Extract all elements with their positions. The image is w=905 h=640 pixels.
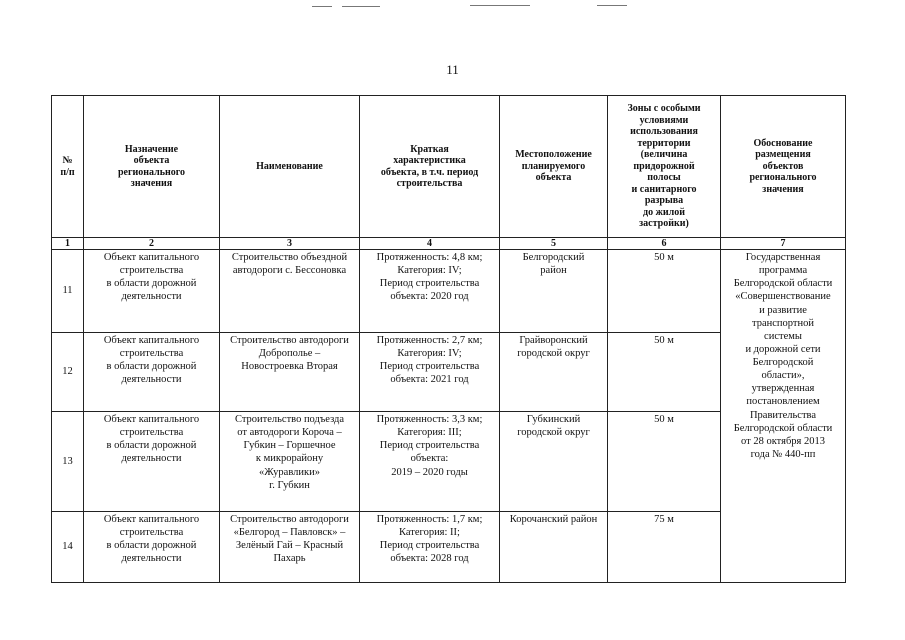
cell-line: строительства bbox=[119, 427, 184, 439]
cell-line: к микрорайону bbox=[255, 453, 324, 465]
cell-line: в области дорожной bbox=[106, 440, 197, 452]
header-name bbox=[220, 96, 360, 238]
location-cell bbox=[500, 512, 608, 583]
cell-line: территории bbox=[637, 137, 691, 149]
cell-line: деятельности bbox=[121, 453, 182, 465]
table-row bbox=[52, 250, 846, 333]
cell-line: «Журавлики» bbox=[259, 466, 320, 478]
cell-line: транспортной bbox=[752, 317, 814, 329]
header-characteristics bbox=[360, 96, 500, 238]
cell-line: Зелёный Гай – Красный bbox=[235, 540, 344, 552]
location-cell bbox=[500, 333, 608, 412]
column-number-row bbox=[52, 238, 846, 250]
cell-line: объекта: 2020 год bbox=[390, 291, 469, 303]
zone-cell: 50 м bbox=[608, 250, 721, 333]
cell-line: Зоны с особыми bbox=[627, 103, 701, 115]
cell-line: автодороги с. Бессоновка bbox=[232, 265, 347, 277]
cell-line: Белгородской bbox=[752, 357, 814, 368]
cell-line: застройки) bbox=[639, 218, 689, 230]
scan-artifact bbox=[342, 6, 380, 7]
cell-line: придорожной bbox=[633, 160, 695, 172]
cell-line: объектов bbox=[762, 160, 804, 172]
cell-line: (величина bbox=[640, 149, 688, 161]
cell-line: Новостроевка Вторая bbox=[241, 361, 338, 373]
cell-line: характеристика bbox=[393, 155, 466, 166]
cell-line: Пахарь bbox=[273, 553, 306, 565]
cell-line: № bbox=[62, 155, 73, 166]
cell-line: планируемого bbox=[521, 160, 586, 172]
row-number: 12 bbox=[52, 333, 84, 412]
table-body bbox=[52, 250, 846, 583]
cell-line: полосы bbox=[647, 172, 681, 184]
cell-line: Категория: IV; bbox=[397, 265, 462, 277]
cell-line: Белгородский bbox=[522, 252, 585, 263]
row-number: 11 bbox=[52, 250, 84, 333]
header-justification bbox=[721, 96, 846, 238]
cell-line: системы bbox=[764, 330, 802, 342]
cell-line: регионального bbox=[117, 166, 186, 178]
location-cell bbox=[500, 412, 608, 512]
cell-line: Строительство автодороги bbox=[230, 335, 349, 346]
cell-line: Категория: III; bbox=[397, 427, 462, 439]
column-number: 3 bbox=[220, 238, 360, 250]
cell-line: Объект капитального bbox=[103, 414, 200, 425]
scan-artifact bbox=[312, 6, 332, 7]
cell-line: Губкин – Горшечное bbox=[243, 440, 336, 452]
cell-line: Грайворонский bbox=[519, 335, 588, 346]
cell-line: Период строительства bbox=[379, 540, 480, 552]
column-number: 2 bbox=[84, 238, 220, 250]
cell-line: регионального bbox=[749, 172, 817, 184]
cell-line: Объект капитального bbox=[103, 252, 200, 263]
cell-line: Строительство автодороги bbox=[230, 514, 349, 525]
cell-line: Период строительства bbox=[379, 278, 480, 290]
cell-line: в области дорожной bbox=[106, 361, 197, 373]
purpose-cell bbox=[84, 250, 220, 333]
cell-line: строительства bbox=[396, 178, 463, 189]
cell-line: значения bbox=[130, 178, 173, 189]
cell-line: объекта, в т.ч. период bbox=[380, 166, 479, 178]
cell-line: объекта bbox=[535, 172, 572, 184]
cell-line: использования bbox=[630, 126, 698, 138]
name-cell bbox=[220, 412, 360, 512]
cell-line: Корочанский район bbox=[509, 514, 598, 525]
characteristics-cell bbox=[360, 412, 500, 512]
cell-line: Строительство подъезда bbox=[234, 414, 345, 425]
cell-line: деятельности bbox=[121, 291, 182, 303]
cell-line: объекта: bbox=[410, 453, 449, 465]
cell-line: городской округ bbox=[517, 348, 590, 360]
header-location bbox=[500, 96, 608, 238]
cell-line: городской округ bbox=[517, 427, 590, 439]
scan-artifact bbox=[597, 5, 627, 6]
name-cell bbox=[220, 250, 360, 333]
justification-cell bbox=[721, 250, 846, 583]
cell-line: постановлением bbox=[746, 396, 820, 408]
cell-line: Протяженность: 2,7 км; bbox=[376, 335, 483, 346]
cell-line: от автодороги Короча – bbox=[237, 427, 342, 439]
cell-line: Категория: II; bbox=[399, 527, 460, 539]
cell-line: в области дорожной bbox=[106, 540, 197, 552]
header-number bbox=[52, 96, 84, 238]
cell-line: «Белгород – Павловск» – bbox=[233, 527, 346, 539]
column-number: 1 bbox=[52, 238, 84, 250]
header-row bbox=[52, 96, 846, 238]
cell-line: в области дорожной bbox=[106, 278, 197, 290]
row-number: 13 bbox=[52, 412, 84, 512]
cell-line: и дорожной сети bbox=[745, 343, 821, 355]
page-number: 11 bbox=[446, 62, 459, 77]
cell-line: условиями bbox=[639, 114, 689, 126]
cell-line: Период строительства bbox=[379, 361, 480, 373]
objects-table bbox=[51, 95, 846, 583]
cell-line: от 28 октября 2013 bbox=[741, 435, 825, 447]
header-purpose bbox=[84, 96, 220, 238]
cell-line: значения bbox=[762, 183, 804, 195]
name-cell bbox=[220, 512, 360, 583]
cell-line: Местоположение bbox=[515, 149, 592, 161]
cell-line: деятельности bbox=[121, 553, 182, 565]
cell-line: Протяженность: 1,7 км; bbox=[376, 514, 483, 525]
column-number: 4 bbox=[360, 238, 500, 250]
cell-line: объекта: 2028 год bbox=[390, 553, 469, 565]
cell-line: и развитие bbox=[759, 304, 807, 316]
cell-line: объекта: 2021 год bbox=[390, 374, 469, 386]
cell-line: Объект капитального bbox=[103, 335, 200, 346]
purpose-cell bbox=[84, 412, 220, 512]
cell-line: Назначение bbox=[124, 143, 179, 155]
cell-line: программа bbox=[758, 265, 808, 277]
cell-line: размещения bbox=[755, 149, 811, 161]
zone-cell: 75 м bbox=[608, 512, 721, 583]
cell-line: Период строительства bbox=[379, 440, 480, 452]
column-number: 5 bbox=[500, 238, 608, 250]
purpose-cell bbox=[84, 333, 220, 412]
cell-line: разрыва bbox=[644, 195, 684, 207]
scan-artifact bbox=[470, 5, 530, 6]
zone-cell: 50 м bbox=[608, 412, 721, 512]
cell-line: 2019 – 2020 годы bbox=[391, 466, 468, 478]
cell-line: Строительство объездной bbox=[231, 252, 348, 263]
cell-line: утвержденная bbox=[751, 383, 815, 395]
cell-line: Протяженность: 4,8 км; bbox=[376, 252, 483, 263]
cell-line: Протяженность: 3,3 км; bbox=[376, 414, 483, 425]
cell-line: года № 440-пп bbox=[750, 448, 816, 460]
cell-line: Белгородской области bbox=[733, 422, 833, 434]
cell-line: п/п bbox=[60, 166, 75, 178]
cell-line: Белгородской области bbox=[733, 278, 833, 290]
cell-line: деятельности bbox=[121, 374, 182, 386]
column-number: 6 bbox=[608, 238, 721, 250]
cell-line: и санитарного bbox=[631, 183, 697, 195]
cell-line: Краткая bbox=[410, 143, 449, 155]
cell-line: Объект капитального bbox=[103, 514, 200, 525]
zone-cell: 50 м bbox=[608, 333, 721, 412]
header-zones bbox=[608, 96, 721, 238]
row-number: 14 bbox=[52, 512, 84, 583]
characteristics-cell bbox=[360, 512, 500, 583]
cell-line: г. Губкин bbox=[269, 479, 310, 491]
cell-line: Категория: IV; bbox=[397, 348, 462, 360]
characteristics-cell bbox=[360, 333, 500, 412]
column-number: 7 bbox=[721, 238, 846, 250]
location-cell bbox=[500, 250, 608, 333]
cell-line: строительства bbox=[119, 348, 184, 360]
cell-line: Обоснование bbox=[753, 137, 813, 149]
cell-line: Государственная bbox=[745, 252, 821, 263]
cell-line: Наименование bbox=[256, 160, 323, 172]
cell-line: до жилой bbox=[643, 206, 685, 218]
characteristics-cell bbox=[360, 250, 500, 333]
cell-line: «Совершенствование bbox=[735, 291, 831, 303]
cell-line: строительства bbox=[119, 527, 184, 539]
cell-line: район bbox=[540, 265, 567, 277]
purpose-cell bbox=[84, 512, 220, 583]
cell-line: объекта bbox=[133, 155, 170, 166]
cell-line: Доброполье – bbox=[258, 348, 321, 360]
cell-line: Губкинский bbox=[526, 414, 581, 425]
cell-line: Правительства bbox=[749, 409, 817, 421]
name-cell bbox=[220, 333, 360, 412]
cell-line: области», bbox=[761, 370, 805, 382]
cell-line: строительства bbox=[119, 265, 184, 277]
